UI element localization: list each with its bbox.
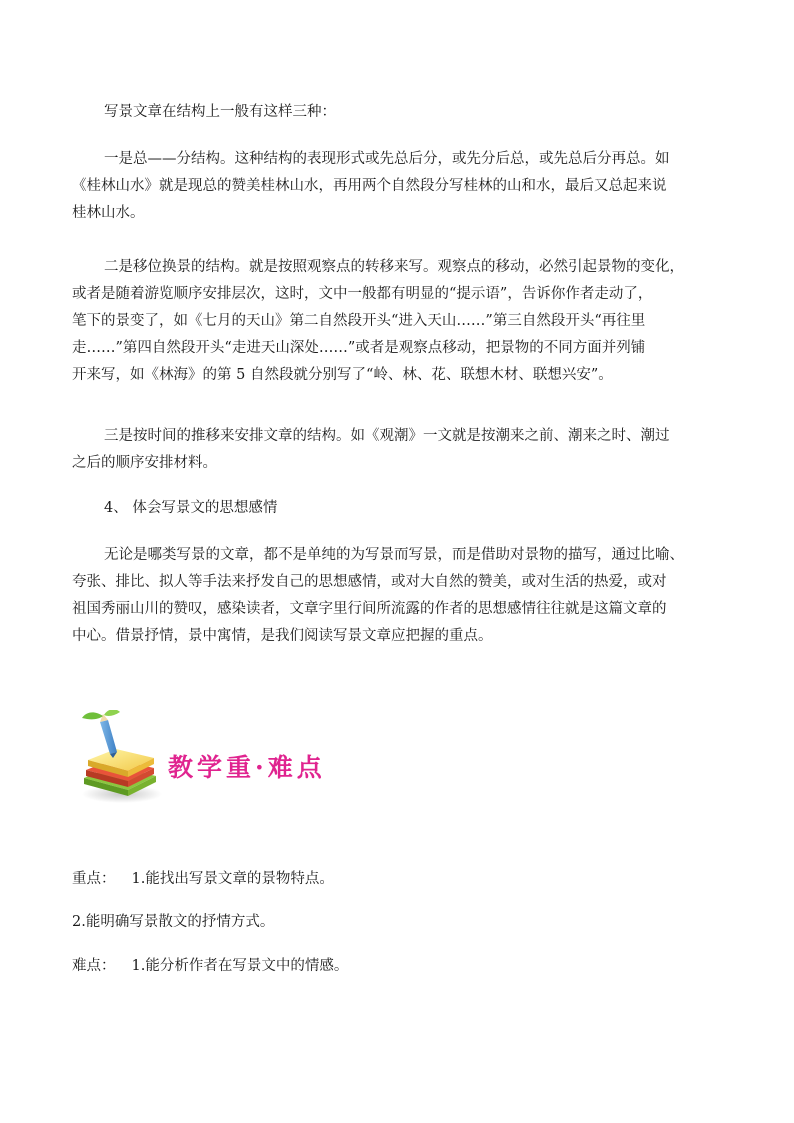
text-line: 笔下的景变了，如《七月的天山》第二自然段开头“进入天山……”第三自然段开头“再往里 (72, 313, 646, 329)
text-line: 之后的顺序安排材料。 (72, 455, 217, 471)
text-line: 写景文章在结构上一般有这样三种： (104, 104, 336, 120)
key-point-text: 1.能分析作者在写景文中的情感。 (131, 958, 349, 974)
key-point-text: 1.能找出写景文章的景物特点。 (131, 871, 334, 887)
text-line: 无论是哪类写景的文章，都不是单纯的为写景而写景，而是借助对景物的描写，通过比喻、 (104, 547, 684, 563)
paragraph-structure-one (72, 146, 724, 227)
paragraph-structure-intro (104, 99, 724, 126)
text-line: 三是按时间的推移来安排文章的结构。如《观潮》一文就是按潮来之前、潮来之时、潮过 (104, 428, 670, 444)
text-line: 4、 体会写景文的思想感情 (104, 500, 278, 516)
text-line: 一是总——分结构。这种结构的表现形式或先总后分，或先分后总，或先总后分再总。如 (104, 151, 670, 167)
text-line: 二是移位换景的结构。就是按照观察点的转移来写。观察点的移动，必然引起景物的变化， (104, 259, 684, 275)
text-line: 中心。借景抒情，景中寓情，是我们阅读写景文章应把握的重点。 (72, 628, 493, 644)
section-4-title (104, 495, 724, 522)
book-stack-icon (70, 710, 166, 806)
text-line: 夸张、排比、拟人等手法来抒发自己的思想感情，或对大自然的赞美，或对生活的热爱，或对 (72, 574, 667, 590)
text-line: 走……”第四自然段开头“走进天山深处……”或者是观察点移动，把景物的不同方面并列铺 (72, 340, 646, 356)
text-line: 或者是随着游览顺序安排层次，这时，文中一般都有明显的“提示语”，告诉你作者走动了， (72, 286, 653, 302)
section-heading-title: 教学重·难点 (168, 753, 326, 782)
text-line: 祖国秀丽山川的赞叹，感染读者，文章字里行间所流露的作者的思想感情往往就是这篇文章的 (72, 601, 667, 617)
paragraph-structure-three (72, 423, 724, 477)
key-point-label: 重点： (72, 871, 116, 887)
paragraph-structure-two (72, 254, 724, 389)
text-line: 《桂林山水》就是现总的赞美桂林山水，再用两个自然段分写桂林的山和水，最后又总起来说 (72, 178, 667, 194)
key-point-text: 2.能明确写景散文的抒情方式。 (72, 914, 275, 930)
text-line: 开来写，如《林海》的第 5 自然段就分别写了“岭、林、花、联想木材、联想兴安”。 (72, 367, 613, 383)
key-point-label: 难点： (72, 958, 116, 974)
key-point-secondary (72, 910, 274, 934)
section-heading (70, 710, 370, 806)
key-point-difficult (72, 954, 348, 978)
key-point-main (72, 867, 334, 891)
paragraph-emotion (72, 542, 724, 650)
text-line: 桂林山水。 (72, 205, 145, 221)
